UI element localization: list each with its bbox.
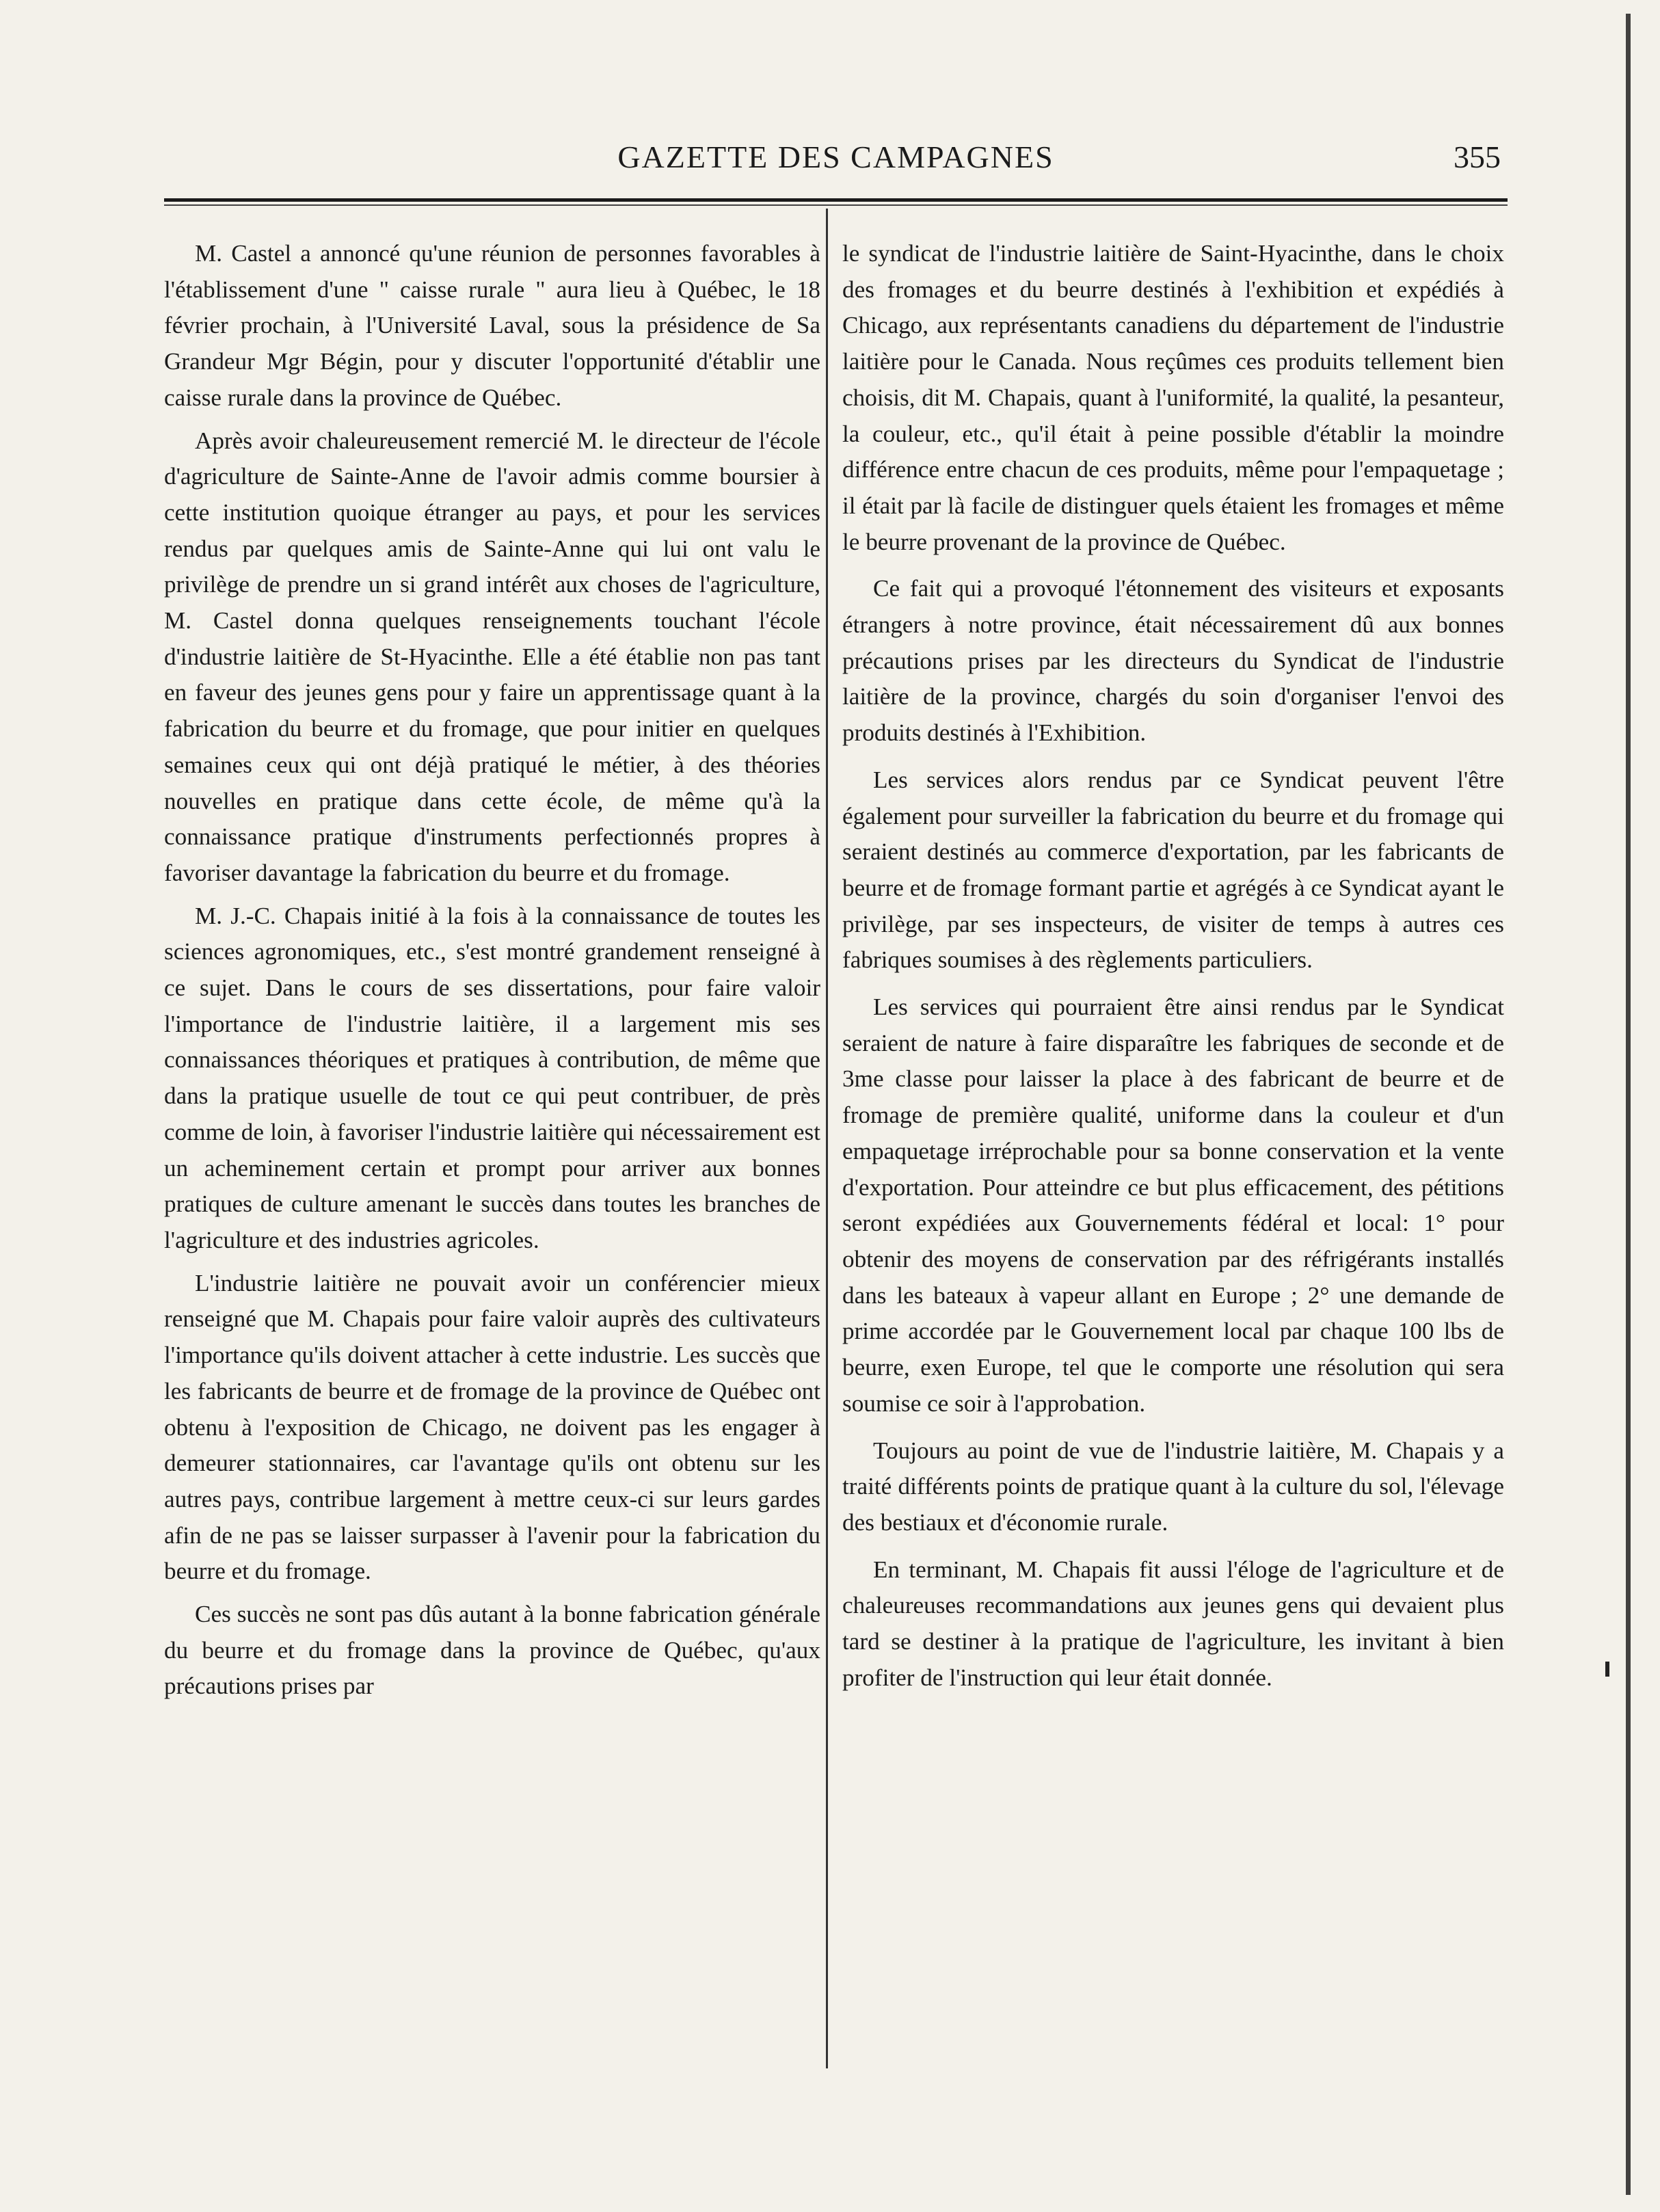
paragraph: Ces succès ne sont pas dûs autant à la bonne fabrication générale du beurre et du fromage dans la province de Québec, qu'aux précautions prises par xyxy=(164,1601,820,1700)
paragraph: L'industrie laitière ne pouvait avoir un conférencier mieux renseigné que M. Chapais pour faire valoir auprès des cultivateurs l'importance qu'ils doivent attacher à cette industrie. Les succès que les fabricants de beurre et de fromage de la province de Québec ont obtenu à l'exposition de Chicago, ne doivent pas les engager à demeurer stationnaires, car l'avantage qu'ils ont obtenu sur les autres pays, contribue largement à mettre ceux-ci sur leurs gardes afin de ne pas se laisser surpasser à l'avenir pour la fabrication du beurre et du fromage. xyxy=(164,1269,820,1585)
header-rule xyxy=(164,198,1508,202)
paragraph: Les services alors rendus par ce Syndicat peuvent l'être également pour surveiller la fabrication du beurre et du fromage qui seraient destinés au commerce d'exportation, par les fabricants de beurre et de fromage formant partie et agrégés à ce Syndicat ayant le privilège, par ses inspecteurs, de visiter de temps à autres ces fabriques soumises à des règlements particuliers. xyxy=(842,766,1504,974)
ink-speck xyxy=(1605,1662,1609,1677)
paragraph: Les services qui pourraient être ainsi rendus par le Syndicat seraient de nature à faire disparaître les fabriques de seconde et de 3me classe pour laisser la place à des fabricant de beurre et de fromage de première qualité, uniforme dans la couleur et d'un empaquetage irréprochable pour sa bonne conservation et la vente d'exportation. Pour atteindre ce but plus efficacement, des pétitions seront expédiées aux Gouvernements fédéral et local: 1° pour obtenir des moyens de conservation par des réfrigérants installés dans les bateaux à vapeur allant en Europe ; 2° une demande de prime accordée par le Gouvernement local par chaque 100 lbs de beurre, exen Europe, tel que le comporte une résolution qui sera soumise ce soir à l'approbation. xyxy=(842,994,1504,1417)
running-title: GAZETTE DES CAMPAGNES xyxy=(617,139,1054,174)
paragraph: M. Castel a annoncé qu'une réunion de personnes favorables à l'établissement d'une " caisse rurale " aura lieu à Québec, le 18 février prochain, à l'Université Laval, sous la présidence de Sa Grandeur Mgr Bégin, pour y discuter l'opportunité d'établir une caisse rurale dans la province de Québec. xyxy=(164,240,820,411)
left-column xyxy=(164,236,820,1711)
paragraph-continued: le syndicat de l'industrie laitière de Saint-Hyacinthe, dans le choix des fromages et du beurre destinés à l'exhibition et expédiés à Chicago, aux représentants canadiens du département de l'industrie laitière pour le Canada. Nous reçûmes ces produits tellement bien choisis, dit M. Chapais, quant à l'uniformité, la qualité, la pesanteur, la couleur, etc., qu'il était à peine possible d'établir la moindre différence entre chacun de ces produits, même pour l'empaquetage ; il était par là facile de distinguer quels étaient les fromages et même le beurre provenant de la province de Québec. xyxy=(842,240,1504,555)
paragraph: Ce fait qui a provoqué l'étonnement des visiteurs et exposants étrangers à notre province, était nécessairement dû aux bonnes précautions prises par les directeurs du Syndicat de l'industrie laitière de la province, chargés du soin d'organiser l'envoi des produits destinés à l'Exhibition. xyxy=(842,575,1504,747)
right-column xyxy=(842,236,1504,1707)
header-rule-thin xyxy=(164,204,1508,206)
paragraph: Toujours au point de vue de l'industrie laitière, M. Chapais y a traité différents points de pratique quant à la culture du sol, l'élevage des bestiaux et d'économie rurale. xyxy=(842,1437,1504,1536)
page-header xyxy=(164,137,1508,178)
paragraph: Après avoir chaleureusement remercié M. le directeur de l'école d'agriculture de Sainte-Anne de l'avoir admis comme boursier à cette institution quoique étranger au pays, et pour les services rendus par quelques amis de Sainte-Anne qui lui ont valu le privilège de prendre un si grand intérêt aux choses de l'agriculture, M. Castel donna quelques renseignements touchant l'école d'industrie laitière de St-Hyacinthe. Elle a été établie non pas tant en faveur des jeunes gens pour y faire un apprentissage quant à la fabrication du beurre et du fromage, que pour initier en quelques semaines ceux qui ont déjà pratiqué le métier, à des théories nouvelles en pratique dans cette école, de même qu'à la connaissance pratique d'instruments perfectionnés propres à favoriser davantage la fabrication du beurre et du fromage. xyxy=(164,427,820,886)
page-number: 355 xyxy=(1454,139,1501,174)
page-edge-line xyxy=(1626,14,1631,2195)
paragraph: En terminant, M. Chapais fit aussi l'éloge de l'agriculture et de chaleureuses recommandations aux jeunes gens qui devaient plus tard se destiner à la pratique de l'agriculture, les invitant à bien profiter de l'instruction qui leur était donnée. xyxy=(842,1556,1504,1691)
column-divider xyxy=(826,209,828,2068)
paragraph: M. J.-C. Chapais initié à la fois à la connaissance de toutes les sciences agronomiques, etc., s'est montré grandement renseigné à ce sujet. Dans le cours de ses dissertations, pour faire valoir l'importance de l'industrie laitière, il a largement mis ses connaissances théoriques et pratiques à contribution, de même que dans la pratique usuelle de tout ce qui peut contribuer, de près comme de loin, à favoriser l'industrie laitière qui nécessairement est un acheminement certain et prompt pour arriver aux bonnes pratiques de culture amenant le succès dans toutes les branches de l'agriculture et des industries agricoles. xyxy=(164,902,820,1253)
